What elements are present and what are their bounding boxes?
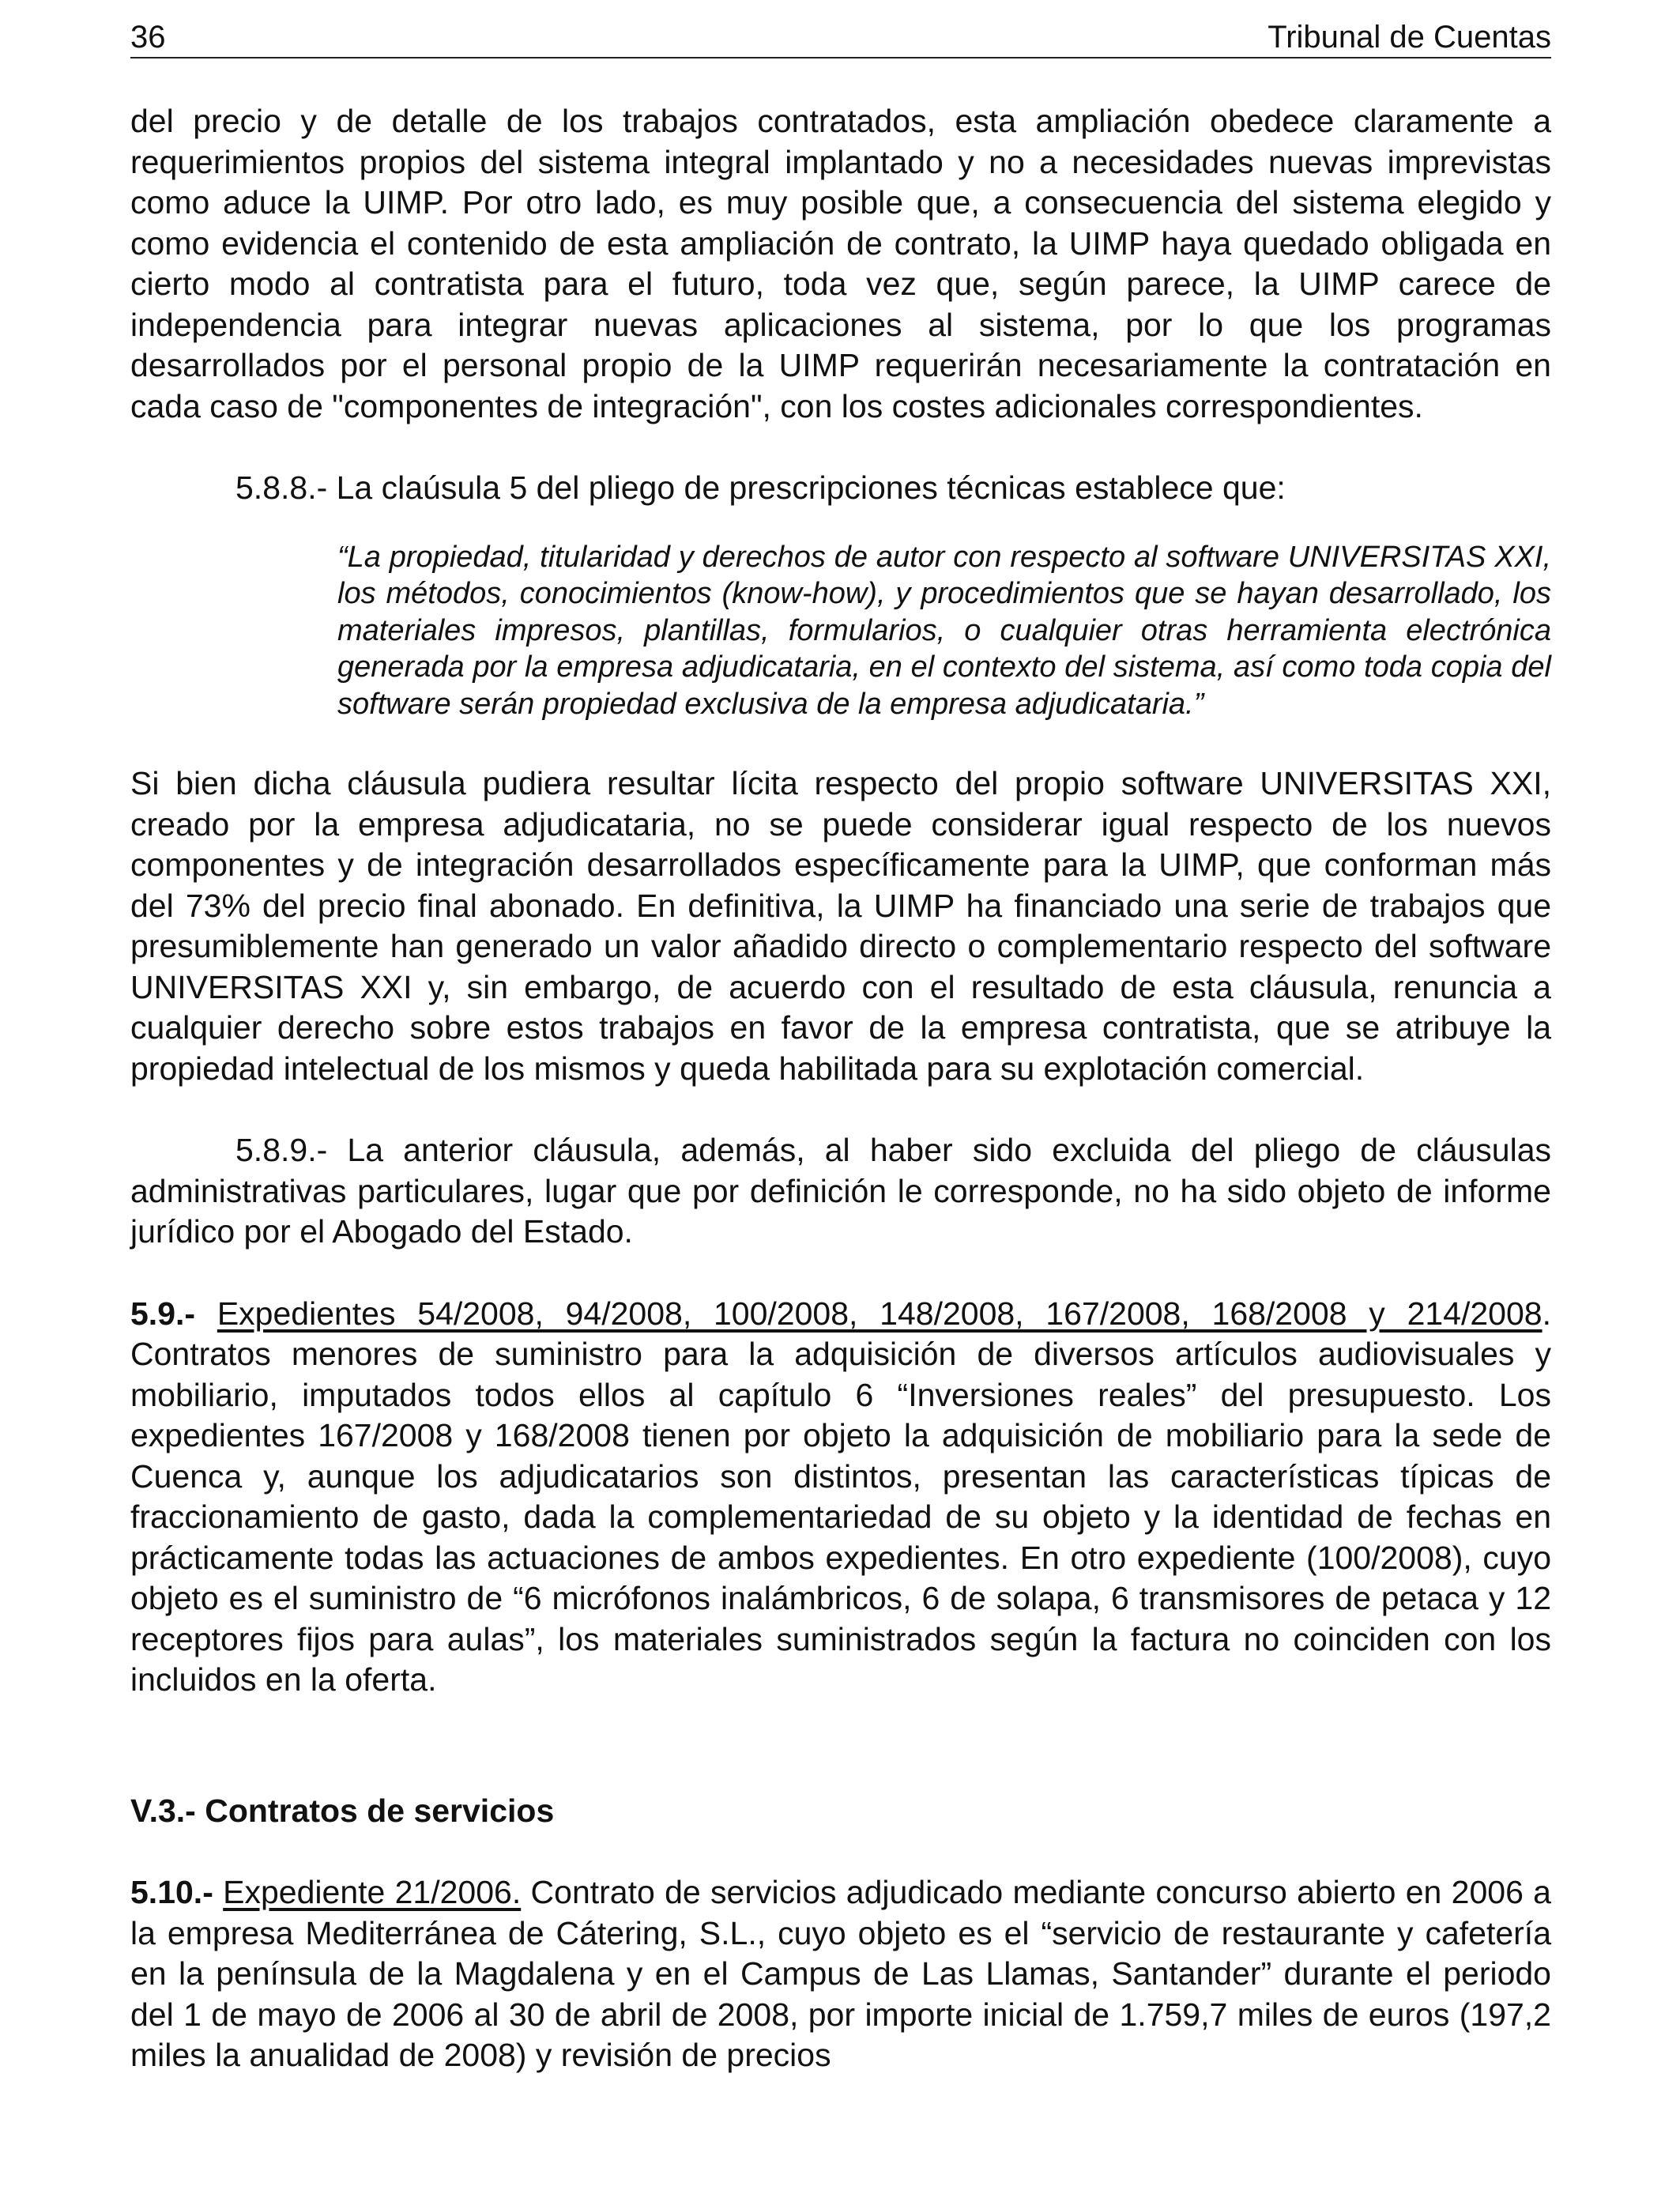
spacer xyxy=(130,1831,1551,1872)
spacer xyxy=(130,1701,1551,1791)
spacer xyxy=(130,722,1551,763)
paragraph-5-9 xyxy=(130,1294,1551,1701)
document-body xyxy=(130,101,1551,2076)
spacer xyxy=(130,1253,1551,1294)
quoted-clause: “La propiedad, titularidad y derechos de autor con respecto al software UNIVERSITAS XXI, los métodos, conocimientos (know-how), y procedimientos que se hayan desarrollado, los materiales impresos, plantillas, formularios, o cualquier otras herramienta electrónica generada por la empresa adjudicataria, en el contexto del sistema, así como toda copia del software serán propiedad exclusiva de la empresa adjudicataria.” xyxy=(337,540,1551,721)
expediente-title: Expediente 21/2006. xyxy=(223,1874,522,1910)
paragraph-5-8-8: 5.8.8.- La claúsula 5 del pliego de prescripciones técnicas establece que: xyxy=(235,469,1286,506)
spacer xyxy=(130,427,1551,468)
header-organization: Tribunal de Cuentas xyxy=(1268,20,1551,55)
expedientes-title: Expedientes 54/2008, 94/2008, 100/2008, 148/2008, 167/2008, 168/2008 y 214/2008 xyxy=(217,1295,1543,1332)
paragraph-5-10-text: Contrato de servicios adjudicado mediante concurso abierto en 2006 a la empresa Mediterránea de Cátering, S.L., cuyo objeto es el “servicio de restaurante y cafetería en la península de la Magdalena y en el Campus de Las Llamas, Santander” durante el periodo del 1 de mayo de 2006 al 30 de abril de 2008, por importe inicial de 1.759,7 miles de euros (197,2 miles la anualidad de 2008) y revisión de precios xyxy=(130,1874,1551,2073)
section-number-5-10: 5.10.- xyxy=(130,1874,213,1910)
spacer xyxy=(130,509,1551,539)
section-number-5-9: 5.9.- xyxy=(130,1295,196,1332)
paragraph-clause-analysis: Si bien dicha cláusula pudiera resultar lícita respecto del propio software UNIVERSITAS XXI, creado por la empresa adjudicataria, no se puede considerar igual respecto de los nuevos componentes y de integración desarrollados específicamente para la UIMP, que conforman más del 73% del precio final abonado. En definitiva, la UIMP ha financiado una serie de trabajos que presumiblemente han generado un valor añadido directo o complementario respecto del software UNIVERSITAS XXI y, sin embargo, de acuerdo con el resultado de esta cláusula, renuncia a cualquier derecho sobre estos trabajos en favor de la empresa contratista, que se atribuye la propiedad intelectual de los mismos y queda habilitada para su explotación comercial. xyxy=(130,765,1551,1087)
paragraph-uimp-extension: del precio y de detalle de los trabajos contratados, esta ampliación obedece claramente a requerimientos propios del sistema integral implantado y no a necesidades nuevas imprevistas como aduce la UIMP. Por otro lado, es muy posible que, a consecuencia del sistema elegido y como evidencia el contenido de esta ampliación de contrato, la UIMP haya quedado obligada en cierto modo al contratista para el futuro, toda vez que, según parece, la UIMP carece de independencia para integrar nuevas aplicaciones al sistema, por lo que los programas desarrollados por el personal propio de la UIMP requerirán necesariamente la contratación en cada caso de "componentes de integración", con los costes adicionales correspondientes. xyxy=(130,103,1551,424)
paragraph-5-8-9: 5.8.9.- La anterior cláusula, además, al haber sido excluida del pliego de cláusulas administrativas particulares, lugar que por definición le corresponde, no ha sido objeto de informe jurídico por el Abogado del Estado. xyxy=(130,1132,1551,1250)
page-header xyxy=(130,17,1551,58)
paragraph-5-10 xyxy=(130,1872,1551,2076)
paragraph-5-9-text: . Contratos menores de suministro para la adquisición de diversos artículos audiovisuales y mobiliario, imputados todos ellos al capítulo 6 “Inversiones reales” del presupuesto. Los expedientes 167/2008 y 168/2008 tienen por objeto la adquisición de mobiliario para la sede de Cuenca y, aunque los adjudicatarios son distintos, presentan las características típicas de fraccionamiento de gasto, dada la complementariedad de su objeto y la identidad de fechas en prácticamente todas las actuaciones de ambos expedientes. En otro expediente (100/2008), cuyo objeto es el suministro de “6 micrófonos inalámbricos, 6 de solapa, 6 transmisores de petaca y 12 receptores fijos para aulas”, los materiales suministrados según la factura no coinciden con los incluidos en la oferta. xyxy=(130,1295,1551,1698)
section-heading: V.3.- Contratos de servicios xyxy=(130,1792,555,1829)
spacer xyxy=(130,1089,1551,1130)
page-number: 36 xyxy=(130,20,166,55)
